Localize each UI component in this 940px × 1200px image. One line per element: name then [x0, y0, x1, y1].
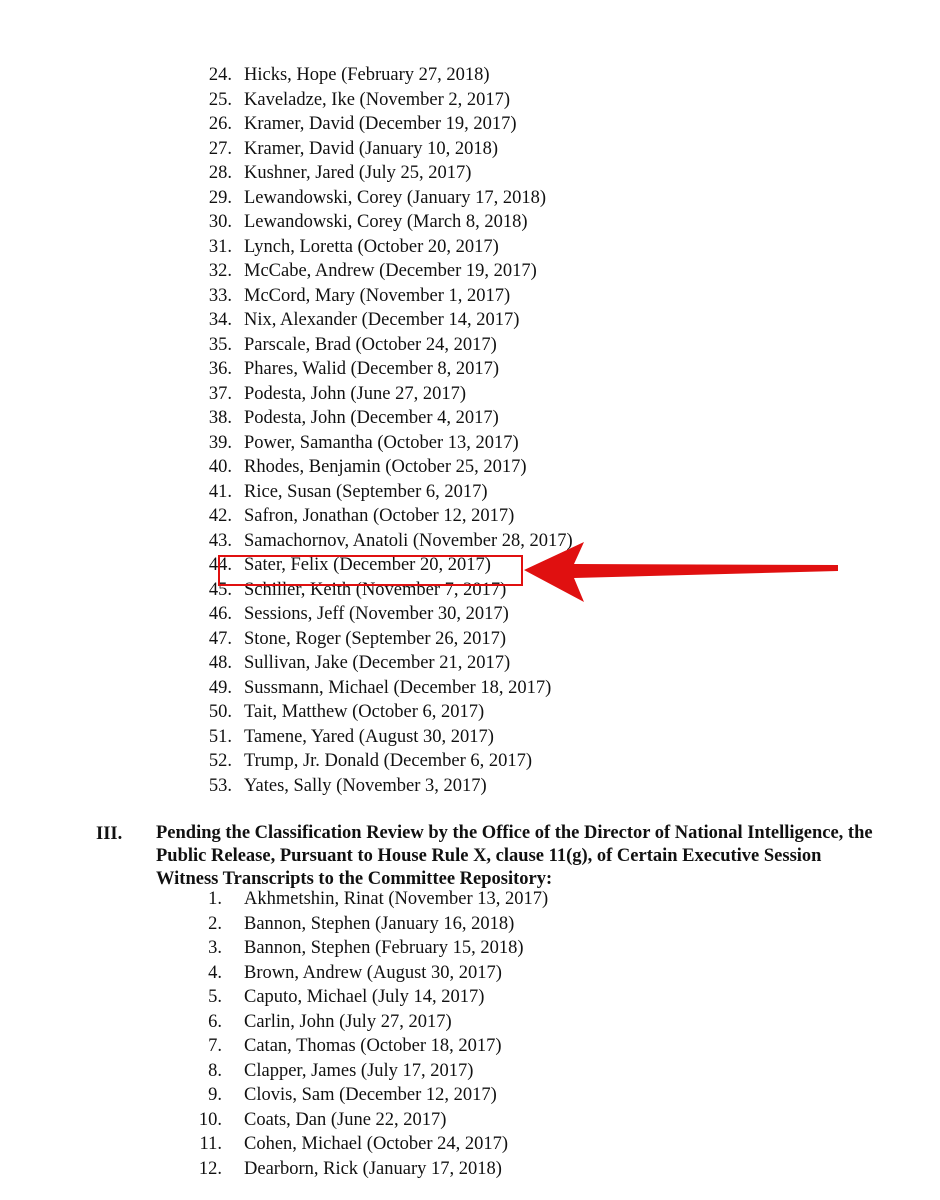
item-number: 53. [208, 775, 232, 796]
list-item [0, 749, 940, 774]
item-number: 31. [208, 236, 232, 257]
item-text: Tamene, Yared (August 30, 2017) [244, 726, 494, 747]
item-text: Clovis, Sam (December 12, 2017) [244, 1085, 497, 1105]
item-text: Sussmann, Michael (December 18, 2017) [244, 677, 552, 698]
item-number: 7. [208, 1036, 222, 1056]
item-text: Kaveladze, Ike (November 2, 2017) [244, 89, 511, 110]
item-number: 42. [208, 506, 232, 526]
item-number: 46. [208, 604, 232, 624]
item-number: 9. [208, 1085, 222, 1105]
item-text: Hicks, Hope (February 27, 2018) [244, 65, 490, 85]
list-item [0, 774, 940, 799]
item-text: Schiller, Keith (November 7, 2017) [244, 579, 507, 600]
item-number: 40. [208, 457, 232, 477]
item-text: Rice, Susan (September 6, 2017) [244, 481, 488, 502]
item-number: 10. [198, 1109, 222, 1130]
item-number: 29. [208, 187, 232, 208]
item-text: Nix, Alexander (December 14, 2017) [244, 310, 520, 330]
item-number: 51. [208, 726, 232, 747]
item-number: 24. [208, 65, 232, 85]
item-text: Podesta, John (June 27, 2017) [244, 383, 466, 404]
section-heading: Pending the Classification Review by the Office of the Director of National Intelligence, the Public Release, Pursuant to House Rule X, clause 11(g), of Certain Executive Session Witness Transcripts to the Committee Repository: [156, 823, 873, 889]
list-item [0, 504, 940, 529]
list-item [0, 186, 940, 211]
item-text: Lewandowski, Corey (January 17, 2018) [244, 187, 547, 208]
list-item [0, 431, 940, 456]
list-item [0, 357, 940, 382]
item-number: 45. [208, 579, 232, 600]
item-number: 1. [208, 889, 222, 909]
item-text: Carlin, John (July 27, 2017) [244, 1011, 452, 1032]
item-number: 48. [208, 653, 232, 673]
item-text: Lewandowski, Corey (March 8, 2018) [244, 212, 528, 232]
item-text: Kramer, David (December 19, 2017) [244, 114, 517, 134]
list-item [0, 651, 940, 676]
item-text: Phares, Walid (December 8, 2017) [244, 359, 500, 379]
list-item [0, 676, 940, 701]
item-text: Yates, Sally (November 3, 2017) [244, 775, 487, 796]
item-number: 2. [208, 913, 222, 934]
list-item [0, 210, 940, 235]
item-number: 37. [208, 383, 232, 404]
list-item [0, 1083, 940, 1108]
item-text: Power, Samantha (October 13, 2017) [244, 432, 519, 453]
item-text: Samachornov, Anatoli (November 28, 2017) [244, 530, 573, 551]
list-item [0, 936, 940, 961]
list-item [0, 627, 940, 652]
item-text: Stone, Roger (September 26, 2017) [244, 628, 507, 649]
list-item [0, 1010, 940, 1035]
item-text: McCord, Mary (November 1, 2017) [244, 285, 511, 306]
item-text: Coats, Dan (June 22, 2017) [244, 1109, 447, 1130]
list-item [0, 137, 940, 162]
list-item [0, 88, 940, 113]
item-number: 38. [208, 408, 232, 428]
list-item [0, 382, 940, 407]
item-text: Lynch, Loretta (October 20, 2017) [244, 236, 499, 257]
item-number: 44. [208, 555, 232, 575]
list-item [0, 912, 940, 937]
red-arrow-icon [510, 538, 850, 608]
item-text: Kramer, David (January 10, 2018) [244, 138, 499, 159]
item-number: 27. [208, 138, 232, 159]
witness-list-continued [0, 63, 940, 798]
item-number: 25. [208, 89, 232, 110]
item-number: 39. [208, 432, 232, 453]
item-text: Akhmetshin, Rinat (November 13, 2017) [244, 889, 549, 909]
item-text: Brown, Andrew (August 30, 2017) [244, 962, 502, 983]
list-item [0, 406, 940, 431]
item-text: Safron, Jonathan (October 12, 2017) [244, 506, 515, 526]
list-item [0, 63, 940, 88]
item-text: Catan, Thomas (October 18, 2017) [244, 1036, 502, 1056]
item-text: Dearborn, Rick (January 17, 2018) [244, 1158, 502, 1179]
item-number: 30. [208, 212, 232, 232]
item-text: Caputo, Michael (July 14, 2017) [244, 987, 485, 1007]
item-text: Sater, Felix (December 20, 2017) [244, 555, 491, 575]
item-text: Kushner, Jared (July 25, 2017) [244, 163, 472, 183]
list-item [0, 308, 940, 333]
item-number: 28. [208, 163, 232, 183]
item-number: 49. [208, 677, 232, 698]
item-text: Bannon, Stephen (January 16, 2018) [244, 913, 515, 934]
list-item [0, 700, 940, 725]
list-item [0, 1132, 940, 1157]
list-item [0, 284, 940, 309]
item-number: 6. [208, 1011, 222, 1032]
list-item [0, 887, 940, 912]
list-item [0, 1034, 940, 1059]
list-item [0, 1108, 940, 1133]
item-number: 32. [208, 261, 232, 281]
item-text: Sullivan, Jake (December 21, 2017) [244, 653, 511, 673]
item-text: Sessions, Jeff (November 30, 2017) [244, 604, 509, 624]
item-number: 5. [208, 987, 222, 1007]
item-number: 26. [208, 114, 232, 134]
list-item [0, 161, 940, 186]
item-text: Bannon, Stephen (February 15, 2018) [244, 938, 524, 958]
item-number: 36. [208, 359, 232, 379]
item-text: Tait, Matthew (October 6, 2017) [244, 702, 485, 722]
highlight-box [218, 555, 523, 586]
item-text: Parscale, Brad (October 24, 2017) [244, 334, 497, 355]
list-item [0, 333, 940, 358]
item-number: 11. [199, 1134, 222, 1154]
list-item [0, 259, 940, 284]
section-number: III. [96, 824, 123, 844]
item-number: 8. [208, 1060, 222, 1081]
item-number: 35. [208, 334, 232, 355]
item-text: Cohen, Michael (October 24, 2017) [244, 1134, 509, 1154]
item-number: 33. [208, 285, 232, 306]
item-text: Podesta, John (December 4, 2017) [244, 408, 499, 428]
list-item [0, 455, 940, 480]
list-item [0, 1059, 940, 1084]
item-number: 52. [208, 751, 232, 771]
list-item [0, 235, 940, 260]
witness-list-pending-review [0, 887, 940, 1181]
item-number: 34. [208, 310, 232, 330]
item-text: Trump, Jr. Donald (December 6, 2017) [244, 751, 533, 771]
item-number: 12. [198, 1158, 222, 1179]
item-number: 47. [208, 628, 232, 649]
item-number: 43. [208, 530, 232, 551]
list-item [0, 961, 940, 986]
list-item [0, 725, 940, 750]
item-text: Rhodes, Benjamin (October 25, 2017) [244, 457, 527, 477]
item-text: McCabe, Andrew (December 19, 2017) [244, 261, 537, 281]
list-item [0, 1157, 940, 1182]
item-number: 41. [208, 481, 232, 502]
item-number: 3. [208, 938, 222, 958]
list-item [0, 112, 940, 137]
item-text: Clapper, James (July 17, 2017) [244, 1060, 474, 1081]
item-number: 50. [208, 702, 232, 722]
list-item [0, 985, 940, 1010]
item-number: 4. [208, 962, 222, 983]
list-item [0, 480, 940, 505]
